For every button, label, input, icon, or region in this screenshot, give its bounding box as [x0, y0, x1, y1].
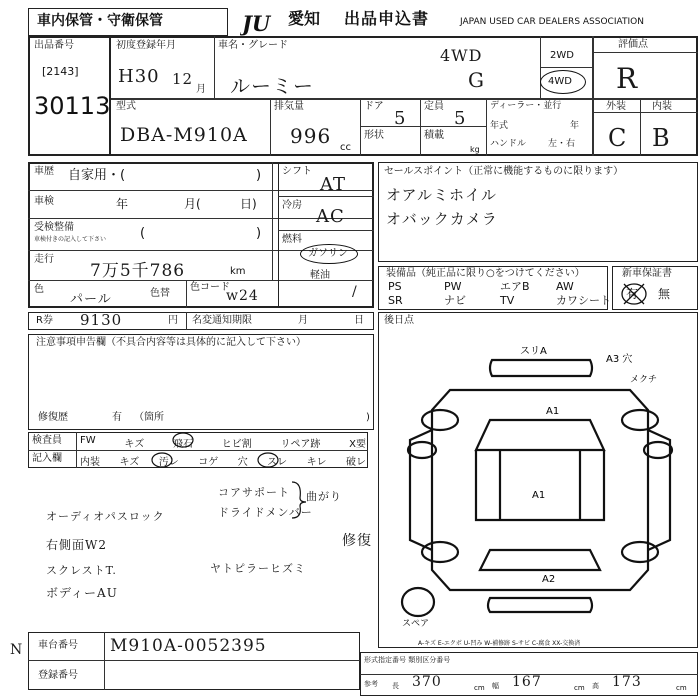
equip-item: エアB	[500, 280, 530, 293]
history-close: )	[256, 168, 262, 183]
shaken-label: 車検	[34, 196, 54, 207]
width-value: 167	[512, 674, 542, 690]
hw-brace	[290, 480, 310, 520]
door-label: ドア	[364, 101, 384, 112]
year-label: 年式	[490, 121, 509, 131]
color-change-label: 色替	[150, 288, 170, 299]
fuel-gas: ガソリン	[308, 248, 348, 259]
reg-era: H30	[118, 66, 160, 87]
reg-month: 12	[172, 70, 194, 88]
interior-item: コゲ	[198, 457, 219, 468]
hw-note-3: 曲がり	[306, 490, 342, 503]
hw-note-4: オーディオパスロック	[46, 510, 165, 523]
chassis-mark: N	[10, 642, 24, 658]
shift-label: シフト	[282, 166, 312, 177]
hw-note-2: ドライドメンバー	[218, 506, 313, 519]
hw-note-1: コアサポート	[218, 486, 290, 499]
interior-item: 汚レ	[158, 457, 179, 468]
interior-item: キレ	[306, 457, 327, 468]
hw-note-5: 右側面W2	[46, 538, 107, 552]
warranty-mark	[616, 278, 652, 308]
hw-note-6: スクレストT.	[46, 564, 117, 577]
fw-item: リペア跡	[280, 439, 321, 450]
front-bumper-shape	[490, 360, 592, 376]
dims-row1: 形式指定番号 類別区分番号	[364, 656, 451, 664]
grade: G	[468, 68, 485, 92]
interior-item: スレ	[267, 457, 288, 468]
inspector-marks	[150, 430, 350, 470]
history-value: 自家用・(	[68, 168, 126, 183]
ext-label: 外装	[606, 101, 626, 112]
shift-value: AT	[320, 174, 347, 195]
height-value: 173	[612, 674, 642, 690]
after-label: 後日点	[384, 315, 414, 326]
hw-note-9: ヤトピラーヒズミ	[210, 562, 306, 575]
fw-item: FW	[80, 435, 96, 446]
type-label: 型式	[116, 101, 136, 112]
ext-score: C	[608, 124, 628, 152]
color-value: パール	[70, 292, 112, 307]
score: R	[616, 62, 639, 95]
spare-label: スペア	[402, 619, 430, 629]
reg-number-label: 登録番号	[38, 670, 78, 681]
hw-note-7: ボディーAU	[46, 586, 118, 600]
handle-label: ハンドル	[490, 139, 527, 149]
equip-item: PW	[444, 280, 462, 293]
car-name: ルーミー	[230, 74, 314, 98]
length-label: 長	[392, 682, 399, 690]
diag-label-5: A1	[532, 490, 546, 501]
brand-name: 愛知	[288, 9, 321, 28]
ac-label: 冷房	[282, 200, 302, 211]
lot-number: 30113	[34, 92, 111, 120]
color-code-label: 色コード	[190, 282, 230, 293]
kenshu-value: (	[140, 226, 146, 241]
equip-item: PS	[388, 280, 402, 293]
height-label: 高	[592, 682, 599, 690]
expiry-month: 月	[298, 315, 308, 326]
car-diagram	[380, 340, 696, 640]
length-unit: cm	[474, 684, 485, 692]
diag-label-4: A1	[546, 406, 560, 417]
ju-logo	[240, 10, 286, 36]
storage-title: 車内保管・守衛保管	[37, 13, 163, 29]
score-label: 評価点	[618, 39, 648, 50]
warranty-yes: 有	[626, 287, 639, 301]
sales-label: セールスポイント（正常に機能するものに限ります）	[384, 166, 624, 177]
assoc-name: JAPAN USED CAR DEALERS ASSOCIATION	[460, 17, 644, 27]
recycle-unit: 円	[168, 315, 178, 326]
disp-label: 排気量	[274, 101, 304, 112]
lot-bracket: [2143]	[42, 65, 79, 78]
notes-label: 注意事項申告欄（不具合内容等は具体的に記入して下さい）	[36, 337, 306, 348]
sales-point-1: オアルミホイル	[386, 186, 497, 204]
name-label: 車名・グレード	[218, 40, 288, 51]
equip-item: SR	[388, 294, 403, 307]
door-value: 5	[394, 108, 407, 129]
equip-item: ナビ	[444, 294, 466, 307]
chassis-label: 車台番号	[38, 640, 78, 651]
lot-cell	[28, 36, 111, 156]
color-label: 色	[34, 284, 44, 295]
ju-logo-text: JU	[242, 11, 271, 36]
width-label: 幅	[492, 682, 499, 690]
wd4-option: 4WD	[548, 76, 572, 87]
equip-item: AW	[556, 280, 574, 293]
wd2-option: 2WD	[550, 50, 574, 61]
shaken-month: 月(	[184, 197, 201, 211]
color-code-value: w24	[226, 288, 259, 304]
fw-item: X要	[349, 439, 366, 450]
history-label: 車歴	[34, 166, 54, 177]
diag-label-3: メクチ	[630, 375, 658, 385]
diag-label-1: スリA	[520, 346, 547, 357]
recycle-label: R券	[36, 315, 53, 326]
disp-value: 996	[290, 124, 332, 148]
cap-label: 定員	[424, 101, 444, 112]
ac-value: AC	[316, 206, 345, 227]
diag-label-6: A2	[542, 574, 556, 585]
ju-logo-mark	[240, 10, 286, 36]
interior-item: 内装	[80, 457, 100, 468]
warranty-label: 新車保証書	[622, 268, 672, 279]
fuel-mark: /	[352, 284, 358, 300]
mileage-value: 7万5千786	[90, 261, 186, 281]
shape-label: 形状	[364, 130, 384, 141]
repair-yes: 有	[112, 412, 122, 423]
kenshu-label: 受検整備	[34, 222, 74, 233]
fuel-label: 燃料	[282, 234, 302, 245]
interior-item: キズ	[119, 457, 140, 468]
diagram-legend: A-キズ E-エクボ U-凹み W-補修跡 S-サビ C-腐食 XX-交換済	[418, 640, 581, 647]
mileage-label: 走行	[34, 254, 54, 265]
kenshu-sub: 車検付きの記入して下さい	[34, 236, 107, 243]
width-unit: cm	[574, 684, 585, 692]
handle-opts: 左・右	[548, 139, 576, 149]
drive-note: 4WD	[440, 46, 483, 65]
reg-label: 初度登録年月	[116, 40, 176, 51]
equip-item: TV	[500, 294, 515, 307]
shaken-day: 日)	[240, 197, 257, 211]
load-label: 積載	[424, 130, 444, 141]
chassis-number: M910A-0052395	[110, 636, 267, 656]
expiry-day: 日	[354, 315, 364, 326]
repair-label: 修復歴	[38, 412, 68, 423]
warranty-no: 無	[658, 287, 671, 301]
fw-item: ヒビ割	[221, 439, 252, 450]
type-value: DBA-M910A	[120, 124, 248, 146]
fuel-light: 軽油	[310, 270, 330, 281]
dims-ref-label: 参考	[364, 680, 378, 688]
interior-item: 穴	[237, 457, 248, 468]
int-score: B	[652, 124, 671, 152]
length-value: 370	[412, 674, 442, 690]
inspector-label: 検査員	[32, 435, 62, 446]
dealer-label: ディーラー・並行	[490, 101, 562, 111]
fw-item: 飛石	[172, 439, 193, 450]
diag-label-2: A3 穴	[606, 354, 633, 365]
height-unit: cm	[676, 684, 687, 692]
hw-note-8: 修復	[342, 533, 372, 549]
lot-label: 出品番号	[34, 40, 74, 51]
equip-grid	[378, 280, 611, 310]
fw-item: キズ	[124, 439, 145, 450]
equip-item: カワシート	[556, 294, 611, 307]
reg-month-unit: 月	[196, 84, 206, 95]
entry-label: 記入欄	[32, 453, 62, 464]
interior-item: 破レ	[346, 457, 366, 468]
recycle-value: 9130	[80, 311, 123, 329]
form-title: 出品申込書	[344, 9, 430, 28]
storage-title-box	[28, 8, 228, 36]
disp-unit: cc	[340, 142, 351, 153]
load-unit: kg	[470, 145, 480, 154]
int-label: 内装	[652, 101, 672, 112]
sales-point-2: オバックカメラ	[386, 210, 498, 228]
mileage-unit: km	[230, 266, 246, 277]
repair-place: （箇所	[134, 412, 164, 423]
cap-value: 5	[454, 108, 467, 129]
shaken-year: 年	[116, 197, 129, 211]
equip-label: 装備品（純正品に限り○をつけてください）	[386, 268, 585, 279]
expiry-label: 名変通知期限	[192, 315, 252, 326]
